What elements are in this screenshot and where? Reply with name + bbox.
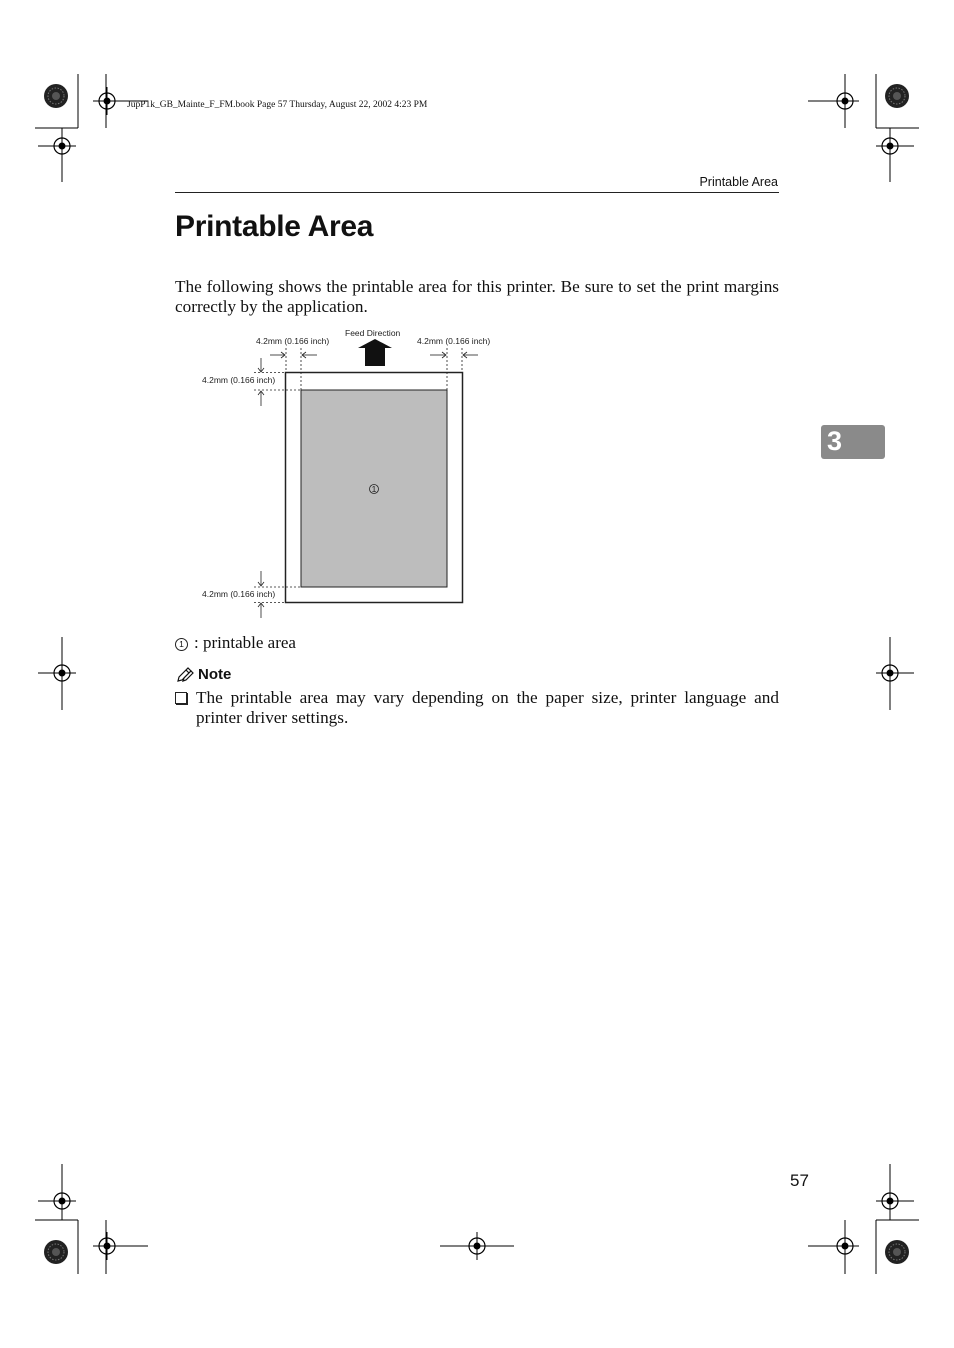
intro-paragraph: The following shows the printable area for this printer. Be sure to set the print margins correctly by the application. <box>175 277 779 316</box>
feed-direction-arrow <box>358 339 392 366</box>
page-title: Printable Area <box>175 210 374 243</box>
legend-row <box>175 633 296 653</box>
checkbox-bullet-icon <box>175 692 187 704</box>
print-slug: JupP1k_GB_Mainte_F_FM.book Page 57 Thursday, August 22, 2002 4:23 PM <box>127 100 428 110</box>
header-rule <box>175 192 779 193</box>
chapter-number: 3 <box>827 426 843 456</box>
margin-bottom-label: 4.2mm (0.166 inch) <box>202 589 276 599</box>
margin-top-label: 4.2mm (0.166 inch) <box>202 375 276 385</box>
area-marker: 1 <box>371 483 377 494</box>
chapter-tab <box>821 425 885 459</box>
printable-area-diagram <box>190 320 510 625</box>
pencil-icon <box>176 667 194 683</box>
margin-right-label: 4.2mm (0.166 inch) <box>417 336 491 346</box>
margin-left-label: 4.2mm (0.166 inch) <box>256 336 330 346</box>
note-heading <box>176 666 231 683</box>
note-text: The printable area may vary depending on the paper size, printer language and printer driver settings. <box>196 688 779 727</box>
legend-marker: 1 <box>175 638 188 651</box>
legend-text: : printable area <box>194 633 296 652</box>
feed-direction-label: Feed Direction <box>345 328 401 338</box>
note-title: Note <box>198 666 232 683</box>
page-number: 57 <box>790 1171 809 1190</box>
running-header: Printable Area <box>699 175 778 189</box>
